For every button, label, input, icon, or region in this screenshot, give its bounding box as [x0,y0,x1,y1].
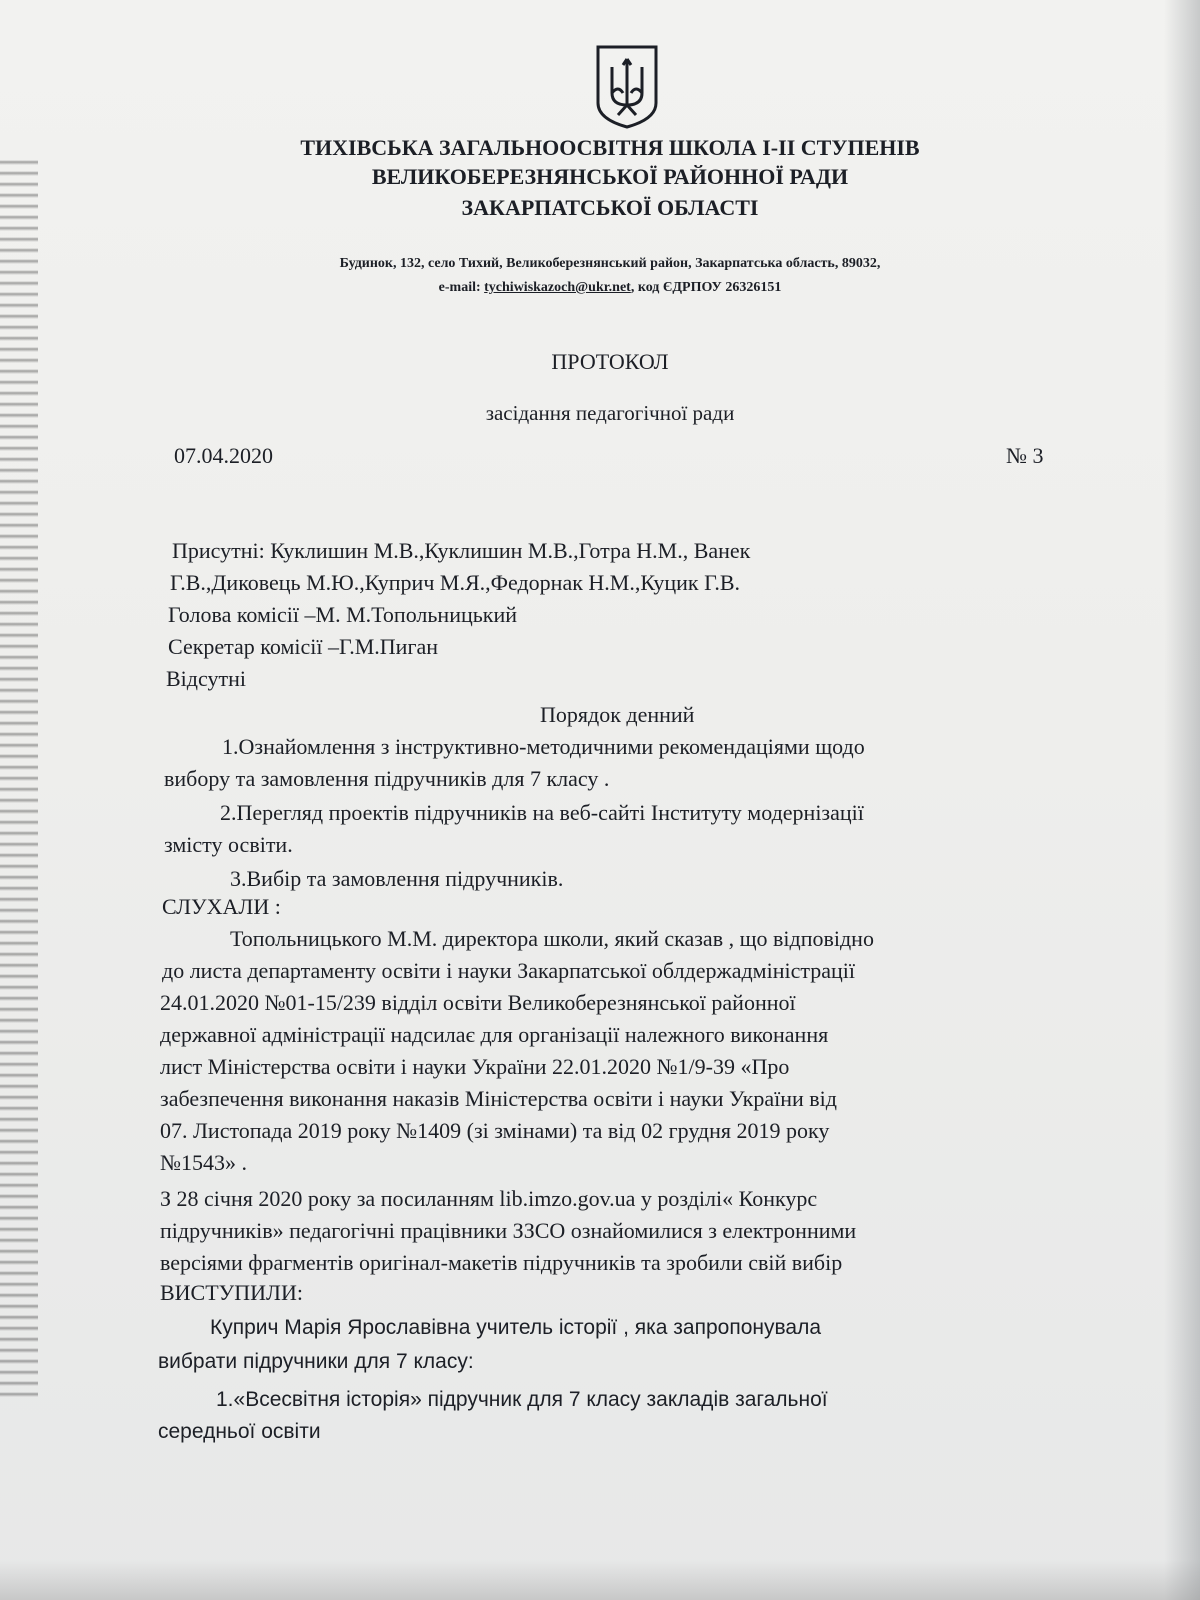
heard-text-line-7: 07. Листопада 2019 року №1409 (зі змінами) та від 02 грудня 2019 року [160,1118,830,1143]
school-name-line-2: ВЕЛИКОБЕРЕЗНЯНСЬКОЇ РАЙОННОЇ РАДИ [371,164,849,189]
page-shadow-bottom [0,1560,1200,1600]
school-name-line-3: ЗАКАРПАТСЬКОЇ ОБЛАСТІ [461,195,759,220]
heard-text-line-3: 24.01.2020 №01-15/239 відділ освіти Великоберезнянської районної [160,990,796,1015]
agenda-item-1-line-1: 1.Ознайомлення з інструктивно-методичними рекомендаціями щодо [222,734,865,759]
agenda-item-2-line-1: 2.Перегляд проектів підручників на веб-сайті Інституту модернізації [220,800,864,825]
present-line-2: Г.В.,Диковець М.Ю.,Куприч М.Я.,Федорнак Н.М.,Куцик Г.В. [170,570,741,595]
protocol-title: ПРОТОКОЛ [551,349,669,374]
page-shadow-right [1164,0,1200,1600]
agenda-heading: Порядок денний [540,702,695,727]
agenda-item-1-line-2: вибору та замовлення підручників для 7 класу . [164,766,610,791]
textbook-item-1-line-2: середньої освіти [158,1420,321,1443]
heard-text-line-6: забезпечення виконання наказів Міністерства освіти і науки України від [160,1086,837,1111]
textbook-item-1-line-1: 1.«Всесвітня історія» підручник для 7 класу закладів загальної [216,1388,828,1411]
commission-head: Голова комісії –М. М.Топольницький [168,602,518,627]
school-name-line-1: ТИХІВСЬКА ЗАГАЛЬНООСВІТНЯ ШКОЛА І-ІІ СТУПЕНІВ [300,135,920,160]
scan-edge-noise [0,160,38,1400]
heard-text-line-10: підручників» педагогічні працівники ЗЗСО ознайомилися з електронними [160,1218,857,1243]
heard-heading: СЛУХАЛИ : [162,894,281,919]
school-contacts [180,280,1040,296]
protocol-subtitle: засідання педагогічної ради [485,401,735,425]
protocol-date: 07.04.2020 [174,443,273,468]
protocol-number: № 3 [1006,443,1044,468]
agenda-item-2-line-2: змісту освіти. [164,832,293,857]
heard-text-line-8: №1543» . [160,1150,247,1175]
spoke-text-line-2: вибрати підручники для 7 класу: [158,1350,474,1373]
email-link[interactable]: tychiwiskazoch@ukr.net [484,280,631,295]
edrpou-code: , код ЄДРПОУ 26326151 [630,280,782,295]
heard-text-line-11: версіями фрагментів оригінал-макетів підручників та зробили свій вибір [160,1250,843,1275]
heard-text-line-2: до листа департаменту освіти і науки Закарпатської облдержадміністрації [162,958,855,983]
agenda-item-3: 3.Вибір та замовлення підручників. [230,866,564,891]
heard-text-line-1: Топольницького М.М. директора школи, який сказав , що відповідно [230,926,874,951]
commission-secretary: Секретар комісії –Г.М.Пиган [168,634,439,659]
heard-text-line-9: З 28 січня 2020 року за посиланням lib.imzo.gov.ua у розділі« Конкурс [160,1186,818,1211]
spoke-text-line-1: Куприч Марія Ярославівна учитель історії , яка запропонувала [210,1316,822,1339]
ukraine-coat-of-arms-icon [596,45,658,129]
heard-text-line-4: державної адміністрації надсилає для організації належного виконання [160,1022,829,1047]
heard-text-line-5: лист Міністерства освіти і науки України 22.01.2020 №1/9-39 «Про [160,1054,790,1079]
email-label: e-mail: [438,280,485,295]
present-line-1: Присутні: Куклишин М.В.,Куклишин М.В.,Готра Н.М., Ванек [172,538,751,563]
spoke-heading: ВИСТУПИЛИ: [160,1280,303,1305]
absent-label: Відсутні [166,666,246,691]
school-address: Будинок, 132, село Тихий, Великоберезнянський район, Закарпатська область, 89032, [339,256,881,271]
